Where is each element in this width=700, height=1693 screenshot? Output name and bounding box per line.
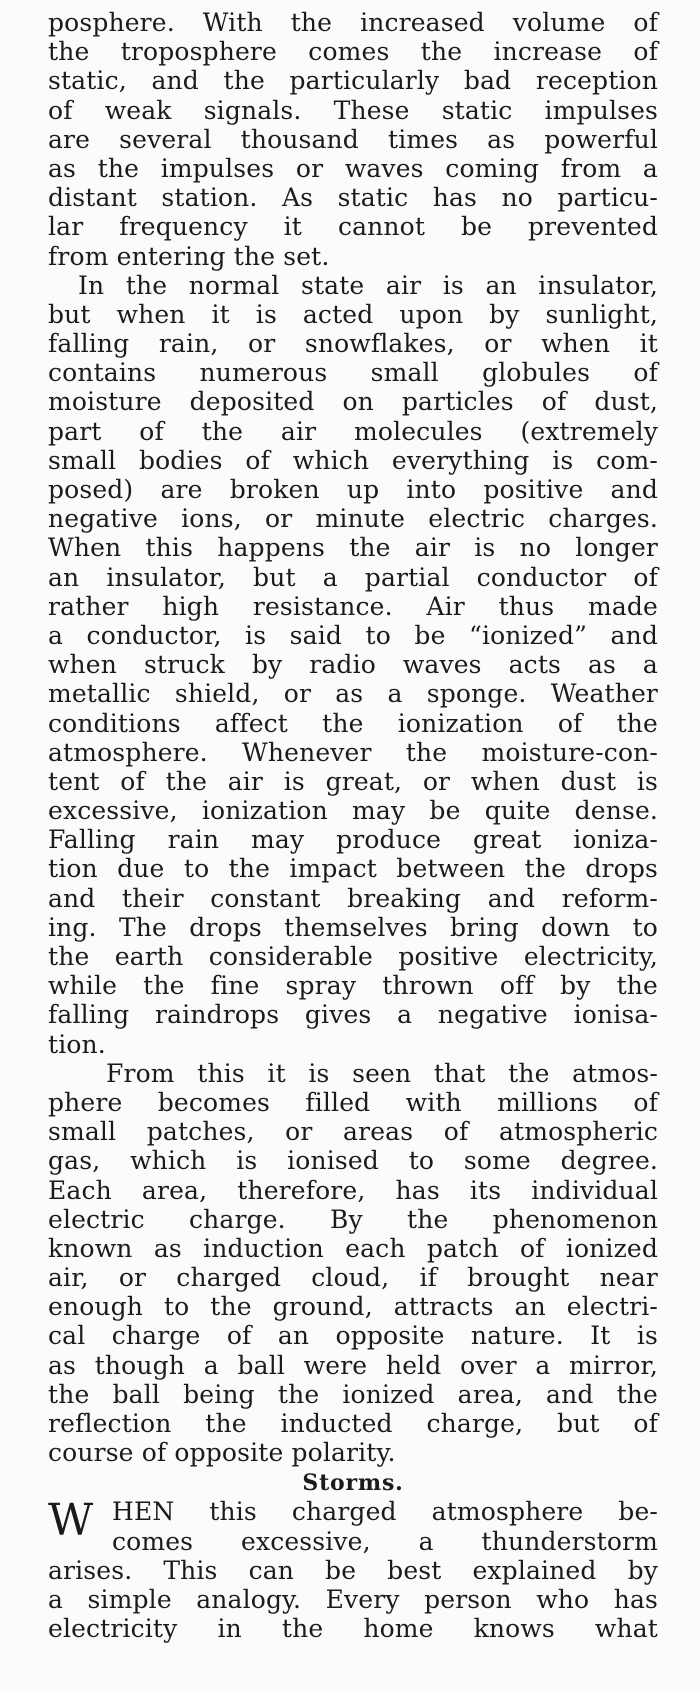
text-line: when struck by radio waves acts as a [48, 650, 658, 680]
text-line: ing. The drops themselves bring down to [48, 912, 658, 942]
text-line: contains numerous small globules of [48, 358, 658, 388]
text-line: falling rain, or snowflakes, or when it [48, 329, 658, 359]
text-line: small bodies of which everything is com- [48, 445, 658, 475]
text-line: posed) are broken up into positive and [48, 475, 658, 504]
text-line: are several thousand times as powerful [48, 124, 658, 154]
text-line: the troposphere comes the increase of [48, 37, 658, 67]
text-line: the ball being the ionized area, and the [48, 1379, 658, 1409]
text-line: and their constant breaking and reform- [48, 883, 658, 913]
text-line: while the fine spray thrown off by the [48, 971, 658, 1001]
text-line: enough to the ground, attracts an electri- [48, 1292, 658, 1322]
text-line: In the normal state air is an insulator, [78, 270, 658, 300]
text-line: When this happens the air is no longer [48, 533, 658, 563]
text-line: a conductor, is said to be “ionized” and [48, 620, 658, 650]
text-column [48, 8, 658, 1643]
text-line: excessive, ionization may be quite dense. [48, 796, 658, 826]
paragraph-1 [48, 8, 658, 271]
text-line: tion. [48, 1029, 106, 1059]
text-line: small patches, or areas of atmospheric [48, 1117, 658, 1147]
text-line: posphere. With the increased volume of [48, 8, 658, 37]
text-line: static, and the particularly bad reception [48, 66, 658, 96]
text-line: HEN this charged atmosphere be- [112, 1497, 658, 1527]
text-line: of weak signals. These static impulses [48, 95, 658, 125]
text-line: as though a ball were held over a mirror, [48, 1350, 658, 1380]
text-line: but when it is acted upon by sunlight, [48, 299, 658, 329]
text-line: conditions affect the ionization of the [48, 708, 658, 738]
text-line: air, or charged cloud, if brought near [48, 1263, 658, 1293]
text-line: falling raindrops gives a negative ionisa- [48, 1000, 658, 1030]
paragraph-3 [48, 1059, 658, 1468]
text-line: distant station. As static has no particu- [48, 183, 658, 213]
dropcap-paragraph [48, 1497, 658, 1643]
text-line: lar frequency it cannot be prevented [48, 212, 658, 242]
text-line: negative ions, or minute electric charges. [48, 504, 658, 534]
text-line: electricity in the home knows what [48, 1614, 658, 1644]
text-line: tion due to the impact between the drops [48, 854, 658, 884]
text-line: Each area, therefore, has its individual [48, 1175, 658, 1205]
section-heading: Storms. [302, 1470, 404, 1497]
text-line: tent of the air is great, or when dust is [48, 766, 658, 796]
text-line: phere becomes filled with millions of [48, 1087, 658, 1117]
text-line: gas, which is ionised to some degree. [48, 1146, 658, 1176]
text-line: electric charge. By the phenomenon [48, 1204, 658, 1234]
storms-section [48, 1469, 658, 1643]
text-line: metallic shield, or as a sponge. Weather [48, 679, 658, 709]
text-line: part of the air molecules (extremely [48, 416, 658, 446]
text-line: atmosphere. Whenever the moisture-con- [48, 737, 658, 767]
text-line: known as induction each patch of ionized [48, 1233, 658, 1263]
text-line: an insulator, but a partial conductor of [48, 562, 658, 592]
text-line: arises. This can be best explained by [48, 1555, 658, 1585]
text-line: comes excessive, a thunderstorm [112, 1526, 658, 1556]
text-line: a simple analogy. Every person who has [48, 1584, 658, 1614]
text-line: reflection the inducted charge, but of [48, 1409, 658, 1438]
text-line: course of opposite polarity. [48, 1438, 396, 1468]
text-line: the earth considerable positive electricity, [48, 942, 658, 971]
paragraph-2 [48, 271, 658, 1059]
text-line: From this it is seen that the atmos- [106, 1058, 658, 1088]
text-line: from entering the set. [48, 241, 330, 271]
text-line: rather high resistance. Air thus made [48, 591, 658, 621]
drop-cap: W [48, 1495, 94, 1547]
text-line: Falling rain may produce great ioniza- [48, 825, 658, 855]
text-line: as the impulses or waves coming from a [48, 153, 658, 183]
text-line: cal charge of an opposite nature. It is [48, 1321, 658, 1351]
text-line: moisture deposited on particles of dust, [48, 387, 658, 417]
